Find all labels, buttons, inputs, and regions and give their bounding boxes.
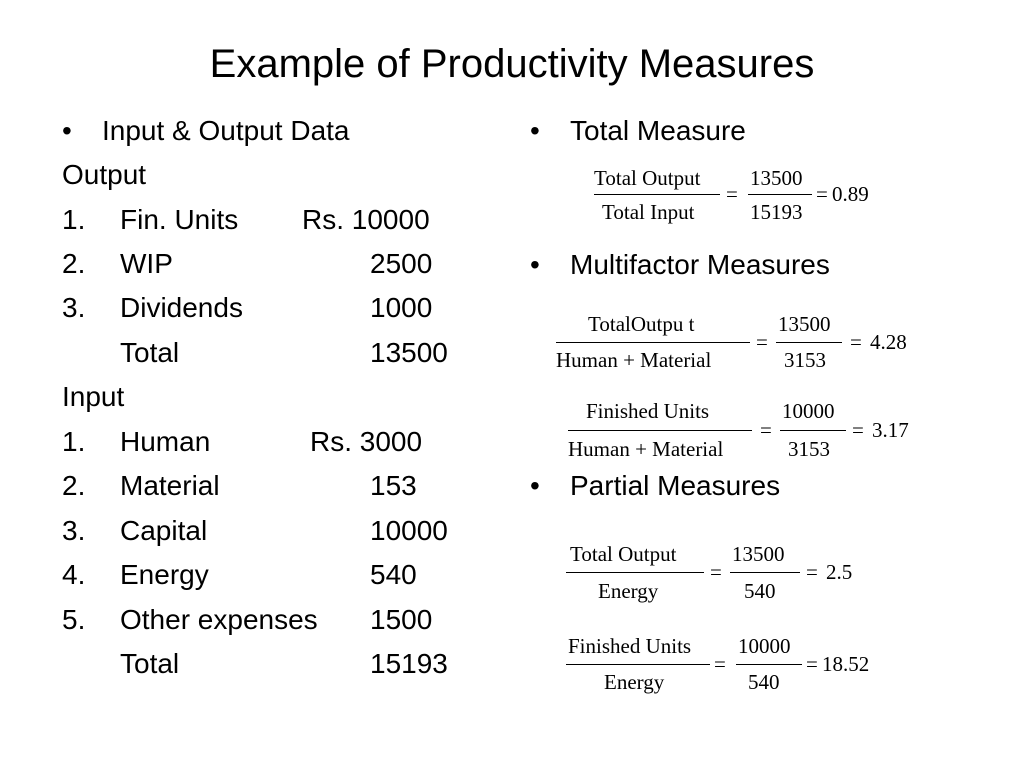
value-numerator: 10000 bbox=[738, 634, 791, 658]
item-value: 153 bbox=[370, 470, 417, 501]
bullet-icon: • bbox=[62, 115, 72, 146]
formula-partial-output bbox=[566, 542, 886, 608]
equals-sign: = bbox=[806, 560, 818, 584]
item-label: Fin. Units bbox=[120, 204, 239, 235]
bullet-partial-measures bbox=[530, 468, 780, 504]
bullet-multifactor-measures bbox=[530, 247, 830, 283]
item-label: Other expenses bbox=[120, 604, 318, 635]
item-label: Dividends bbox=[120, 292, 243, 323]
item-value: Rs. 10000 bbox=[302, 204, 430, 235]
item-value: 10000 bbox=[370, 515, 448, 546]
formula-numerator: TotalOutpu t bbox=[588, 312, 695, 336]
formula-total-measure bbox=[594, 166, 894, 230]
formula-result: 3.17 bbox=[872, 418, 909, 442]
item-value: 1500 bbox=[370, 604, 433, 635]
equals-sign: = bbox=[816, 182, 828, 206]
formula-numerator: Total Output bbox=[570, 542, 677, 566]
value-numerator: 10000 bbox=[782, 399, 835, 423]
bullet-label: Input & Output Data bbox=[102, 115, 350, 146]
bullet-icon: • bbox=[530, 115, 540, 146]
item-label: WIP bbox=[120, 248, 173, 279]
value-numerator: 13500 bbox=[778, 312, 831, 336]
formula-multifactor-output bbox=[556, 312, 936, 376]
formula-numerator: Finished Units bbox=[586, 399, 710, 423]
fraction-bar bbox=[730, 572, 800, 573]
value-numerator: 13500 bbox=[750, 166, 803, 190]
value-denominator: 3153 bbox=[788, 437, 830, 461]
fraction-bar bbox=[780, 430, 846, 431]
equals-sign: = bbox=[726, 182, 738, 206]
bullet-input-output-data bbox=[62, 113, 350, 149]
equals-sign: = bbox=[852, 418, 864, 442]
output-heading: Output bbox=[62, 159, 147, 190]
item-value: 2500 bbox=[370, 248, 433, 279]
bullet-label: Total Measure bbox=[570, 115, 746, 146]
fraction-bar bbox=[594, 194, 720, 195]
fraction-bar bbox=[748, 194, 812, 195]
formula-denominator: Human + Material bbox=[568, 437, 724, 461]
item-value: Rs. 3000 bbox=[310, 426, 423, 457]
formula-numerator: Total Output bbox=[594, 166, 701, 190]
formula-denominator: Human + Material bbox=[556, 348, 712, 372]
equals-sign: = bbox=[756, 330, 768, 354]
formula-result: 0.89 bbox=[832, 182, 869, 206]
equals-sign: = bbox=[760, 418, 772, 442]
item-value: 540 bbox=[370, 559, 417, 590]
formula-denominator: Energy bbox=[604, 670, 665, 694]
bullet-label: Partial Measures bbox=[570, 470, 781, 501]
item-number: 4. bbox=[62, 559, 86, 590]
value-denominator: 15193 bbox=[750, 200, 803, 224]
fraction-bar bbox=[556, 342, 750, 343]
formula-denominator: Total Input bbox=[602, 200, 695, 224]
equals-sign: = bbox=[806, 652, 818, 676]
bullet-icon: • bbox=[530, 249, 540, 280]
formula-denominator: Energy bbox=[598, 579, 659, 603]
item-label: Material bbox=[120, 470, 220, 501]
fraction-bar bbox=[568, 430, 752, 431]
equals-sign: = bbox=[850, 330, 862, 354]
item-value: 1000 bbox=[370, 292, 433, 323]
formula-result: 4.28 bbox=[870, 330, 907, 354]
item-label: Total bbox=[120, 337, 180, 368]
item-label: Capital bbox=[120, 515, 208, 546]
fraction-bar bbox=[776, 342, 842, 343]
equals-sign: = bbox=[710, 560, 722, 584]
value-denominator: 540 bbox=[748, 670, 780, 694]
item-value: 13500 bbox=[370, 337, 448, 368]
item-number: 5. bbox=[62, 604, 86, 635]
formula-multifactor-finished bbox=[568, 399, 938, 465]
item-number: 1. bbox=[62, 426, 86, 457]
formula-result: 18.52 bbox=[822, 652, 870, 676]
item-value: 15193 bbox=[370, 648, 448, 679]
item-number: 1. bbox=[62, 204, 86, 235]
item-number: 3. bbox=[62, 515, 86, 546]
value-denominator: 3153 bbox=[784, 348, 826, 372]
fraction-bar bbox=[566, 664, 710, 665]
equals-sign: = bbox=[714, 652, 726, 676]
bullet-label: Multifactor Measures bbox=[570, 249, 830, 280]
bullet-total-measure bbox=[530, 113, 746, 149]
item-number: 3. bbox=[62, 292, 86, 323]
item-number: 2. bbox=[62, 248, 86, 279]
slide-title: Example of Productivity Measures bbox=[209, 42, 815, 86]
fraction-bar bbox=[566, 572, 704, 573]
formula-partial-finished bbox=[566, 634, 896, 700]
input-heading: Input bbox=[62, 381, 125, 412]
value-denominator: 540 bbox=[744, 579, 776, 603]
item-label: Total bbox=[120, 648, 180, 679]
formula-numerator: Finished Units bbox=[568, 634, 692, 658]
bullet-icon: • bbox=[530, 470, 540, 501]
item-label: Human bbox=[120, 426, 211, 457]
formula-result: 2.5 bbox=[826, 560, 853, 584]
value-numerator: 13500 bbox=[732, 542, 785, 566]
item-number: 2. bbox=[62, 470, 86, 501]
fraction-bar bbox=[736, 664, 802, 665]
item-label: Energy bbox=[120, 559, 209, 590]
